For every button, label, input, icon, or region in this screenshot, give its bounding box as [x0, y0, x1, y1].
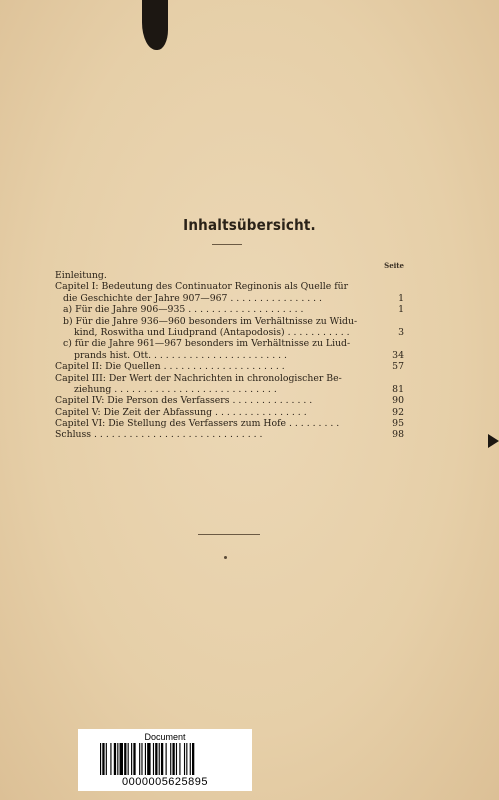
- toc-entry-text: Capitel VI: Die Stellung des Verfassers zum Hofe . . . . . . . . .: [55, 418, 340, 430]
- barcode-bar: [128, 743, 129, 775]
- barcode-bar: [106, 743, 107, 775]
- toc-page-number: 98: [392, 429, 404, 441]
- toc-entry: [55, 384, 404, 395]
- ink-dot: [224, 556, 227, 559]
- barcode-bar: [192, 743, 194, 775]
- toc-entry-text: ziehung . . . . . . . . . . . . . . . . . . . . . . . . . . . .: [74, 383, 277, 395]
- toc-entry: [55, 281, 404, 292]
- toc-entry-text: Schluss . . . . . . . . . . . . . . . . . . . . . . . . . . . . .: [55, 429, 263, 441]
- toc-entry: [55, 350, 404, 361]
- barcode-bar: [184, 743, 185, 775]
- barcode-bar: [102, 743, 104, 775]
- bottom-divider: [198, 534, 260, 535]
- toc-entry: [55, 316, 404, 327]
- barcode-bar: [153, 743, 154, 775]
- toc-entry: [55, 361, 404, 372]
- barcode-bar: [190, 743, 191, 775]
- toc-page-number: 81: [392, 383, 404, 395]
- barcode-bar: [120, 743, 123, 775]
- page-title: Inhaltsübersicht.: [183, 216, 316, 234]
- page-edge-mark: [488, 434, 499, 448]
- toc-entry-text: a) Für die Jahre 906—935 . . . . . . . . . . . . . . . . . . . .: [63, 304, 304, 316]
- barcode-bar: [139, 743, 140, 775]
- barcode-bar: [147, 743, 150, 775]
- toc-entry: [55, 293, 404, 304]
- toc-entry-text: c) für die Jahre 961—967 besonders im Verhältnisse zu Liud-: [63, 338, 351, 350]
- toc-entry: [55, 418, 404, 429]
- toc-entry: [55, 327, 404, 338]
- barcode-bar: [110, 743, 111, 775]
- barcode-bar: [179, 743, 180, 775]
- barcode-bar: [141, 743, 142, 775]
- toc-entry: [55, 338, 404, 349]
- barcode-bar: [124, 743, 126, 775]
- barcode-title: Document: [144, 732, 186, 742]
- barcode-bar: [114, 743, 116, 775]
- toc-entry-text: b) Für die Jahre 936—960 besonders im Verhältnisse zu Widu-: [63, 315, 358, 327]
- toc-entry-text: kind, Roswitha und Liudprand (Antapodosis) . . . . . . . . . . .: [74, 326, 350, 338]
- barcode-bar: [145, 743, 146, 775]
- barcode-bar: [117, 743, 118, 775]
- barcode-label: [78, 729, 252, 791]
- table-of-contents: [55, 270, 404, 441]
- toc-entry-text: prands hist. Ott. . . . . . . . . . . . . . . . . . . . . . . .: [74, 349, 287, 361]
- barcode-bar: [100, 743, 101, 775]
- barcode-bars: [100, 743, 230, 775]
- barcode-bar: [166, 743, 167, 775]
- toc-entry-text: Capitel III: Der Wert der Nachrichten in chronologischer Be-: [55, 372, 342, 384]
- toc-entry: [55, 429, 404, 440]
- toc-entry-text: die Geschichte der Jahre 907—967 . . . . . . . . . . . . . . . .: [63, 292, 323, 304]
- barcode-bar: [133, 743, 135, 775]
- toc-entry: [55, 373, 404, 384]
- barcode-bar: [186, 743, 187, 775]
- barcode-bar: [131, 743, 132, 775]
- barcode-bar: [172, 743, 174, 775]
- toc-page-number: 3: [398, 326, 404, 338]
- toc-entry-text: Einleitung.: [55, 270, 107, 281]
- toc-page-number: 92: [392, 406, 404, 418]
- page-column-header: Seite: [384, 261, 404, 270]
- toc-page-number: 1: [398, 304, 404, 316]
- toc-entry: [55, 304, 404, 315]
- toc-entry: [55, 395, 404, 406]
- toc-page-number: 1: [398, 292, 404, 304]
- toc-entry-text: Capitel II: Die Quellen . . . . . . . . . . . . . . . . . . . . .: [55, 361, 285, 373]
- toc-entry: [55, 407, 404, 418]
- toc-page-number: 34: [392, 349, 404, 361]
- ink-stain: [142, 0, 168, 50]
- toc-entry-text: Capitel V: Die Zeit der Abfassung . . . . . . . . . . . . . . . .: [55, 406, 307, 418]
- barcode-bar: [176, 743, 177, 775]
- barcode-bar: [170, 743, 171, 775]
- toc-entry-text: Capitel IV: Die Person des Verfassers . . . . . . . . . . . . . .: [55, 395, 313, 407]
- title-divider: [212, 244, 242, 245]
- toc-entry: [55, 270, 404, 281]
- toc-page-number: 90: [392, 395, 404, 407]
- barcode-bar: [155, 743, 157, 775]
- barcode-bar: [161, 743, 163, 775]
- barcode-bar: [159, 743, 160, 775]
- toc-entry-text: Capitel I: Bedeutung des Continuator Reginonis als Quelle für: [55, 281, 349, 293]
- barcode-number: 0000005625895: [121, 776, 209, 788]
- toc-page-number: 95: [392, 418, 404, 430]
- toc-page-number: 57: [392, 361, 404, 373]
